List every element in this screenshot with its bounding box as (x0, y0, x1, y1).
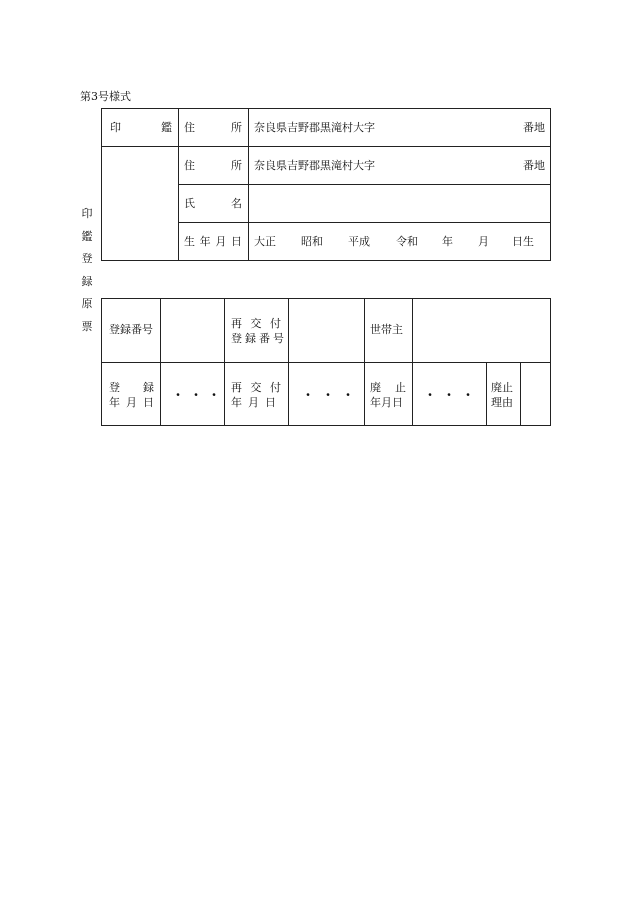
registration-date-dots: ・ ・ ・ (172, 388, 220, 402)
form-number-label: 第3号様式 (80, 90, 131, 103)
address-suffix: 番地 (523, 159, 545, 172)
abolish-reason-label: 廃止 (491, 381, 513, 394)
householder-label: 世帯主 (370, 323, 403, 336)
address-value[interactable]: 奈良県吉野郡黒滝村大字 (254, 159, 375, 172)
seal-impression-area[interactable] (102, 147, 178, 260)
vertical-title-char: 鑑 (81, 229, 93, 243)
vertical-title-char: 票 (81, 319, 93, 333)
vertical-title (80, 203, 94, 338)
seal-label: 印 鑑 (110, 121, 172, 134)
address-suffix: 番地 (523, 121, 545, 134)
birthdate-label: 生 年 月 日 (184, 235, 242, 248)
abolish-date-label: 廃 止 (370, 381, 406, 394)
address-value[interactable]: 奈良県吉野郡黒滝村大字 (254, 121, 375, 134)
era-showa: 昭和 (301, 235, 323, 248)
reissue-date-label: 再 交 付 (231, 381, 281, 394)
era-taisho: 大正 (254, 235, 276, 248)
reissue-date-dots: ・ ・ ・ (302, 388, 354, 402)
day-born-unit: 日生 (512, 235, 534, 248)
era-heisei: 平成 (348, 235, 370, 248)
era-reiwa: 令和 (396, 235, 418, 248)
abolish-reason-label: 理由 (491, 396, 513, 409)
vertical-title-char: 原 (81, 297, 93, 310)
address-label: 住 所 (184, 121, 242, 134)
year-unit: 年 (442, 235, 453, 248)
abolish-date-dots: ・ ・ ・ (424, 388, 474, 402)
reissue-registration-number-label: 登 録 番 号 (231, 332, 284, 345)
seal-registration-table (101, 108, 551, 261)
vertical-title-char: 登 (81, 252, 93, 265)
registration-record-table (101, 298, 551, 426)
month-unit: 月 (478, 235, 489, 248)
reissue-registration-number-label: 再 交 付 (231, 317, 281, 330)
vertical-title-char: 録 (81, 274, 93, 288)
registration-date-label: 登 録 (109, 381, 154, 394)
name-label: 氏 名 (184, 197, 242, 210)
registration-number-label: 登録番号 (109, 323, 153, 336)
address-label: 住 所 (184, 159, 242, 172)
vertical-title-char: 印 (81, 207, 93, 220)
abolish-date-label: 年月日 (370, 396, 403, 409)
reissue-date-label: 年 月 日 (231, 396, 276, 409)
registration-date-label: 年 月 日 (109, 396, 154, 409)
